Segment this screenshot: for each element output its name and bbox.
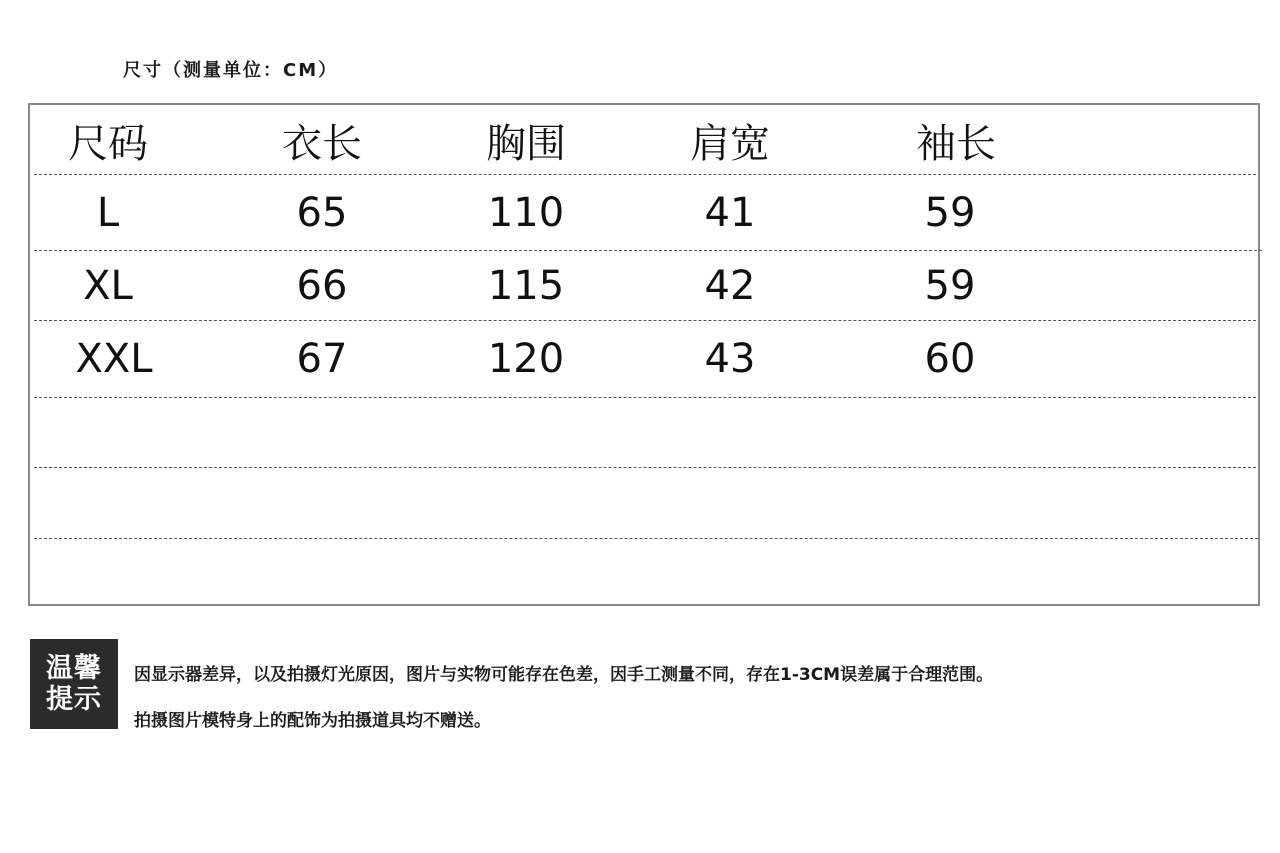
cell-size	[38, 539, 178, 604]
badge-line-2: 提示	[46, 684, 102, 715]
cell-shoulder: 42	[704, 263, 756, 309]
badge-line-1: 温馨	[46, 653, 102, 684]
warm-tips-badge	[30, 639, 118, 729]
header-shoulder: 肩宽	[690, 120, 770, 167]
cell-size	[38, 468, 178, 538]
cell-chest: 120	[487, 336, 565, 382]
table-row-empty	[30, 398, 1258, 468]
notice-text-1: 因显示器差异，以及拍摄灯光原因，图片与实物可能存在色差，因手工测量不同，存在1-3CM误差属于合理范围。	[134, 665, 994, 685]
table-row-empty	[30, 468, 1258, 538]
cell-chest: 110	[487, 190, 565, 236]
cell-sleeve: 59	[924, 190, 976, 236]
size-chart-caption: 尺寸（测量单位：CM）	[123, 60, 339, 81]
cell-sleeve: 60	[924, 336, 976, 382]
header-length: 衣长	[282, 120, 362, 167]
size-table	[28, 103, 1260, 606]
cell-length: 66	[296, 263, 348, 309]
cell-size: XXL	[75, 336, 153, 382]
cell-size	[38, 398, 178, 468]
cell-shoulder: 41	[704, 190, 756, 236]
table-header-row	[30, 105, 1258, 175]
table-row	[30, 251, 1258, 321]
table-row	[30, 175, 1258, 251]
header-chest: 胸围	[486, 120, 566, 167]
header-size: 尺码	[68, 120, 148, 167]
cell-chest: 115	[487, 263, 565, 309]
cell-length: 65	[296, 190, 348, 236]
cell-size: L	[96, 190, 120, 236]
cell-shoulder: 43	[704, 336, 756, 382]
notice-text-2: 拍摄图片模特身上的配饰为拍摄道具均不赠送。	[134, 711, 491, 731]
cell-size: XL	[83, 263, 133, 309]
table-row-empty	[30, 539, 1258, 604]
header-sleeve: 袖长	[916, 120, 996, 167]
cell-sleeve: 59	[924, 263, 976, 309]
cell-length: 67	[296, 336, 348, 382]
table-row	[30, 321, 1258, 397]
